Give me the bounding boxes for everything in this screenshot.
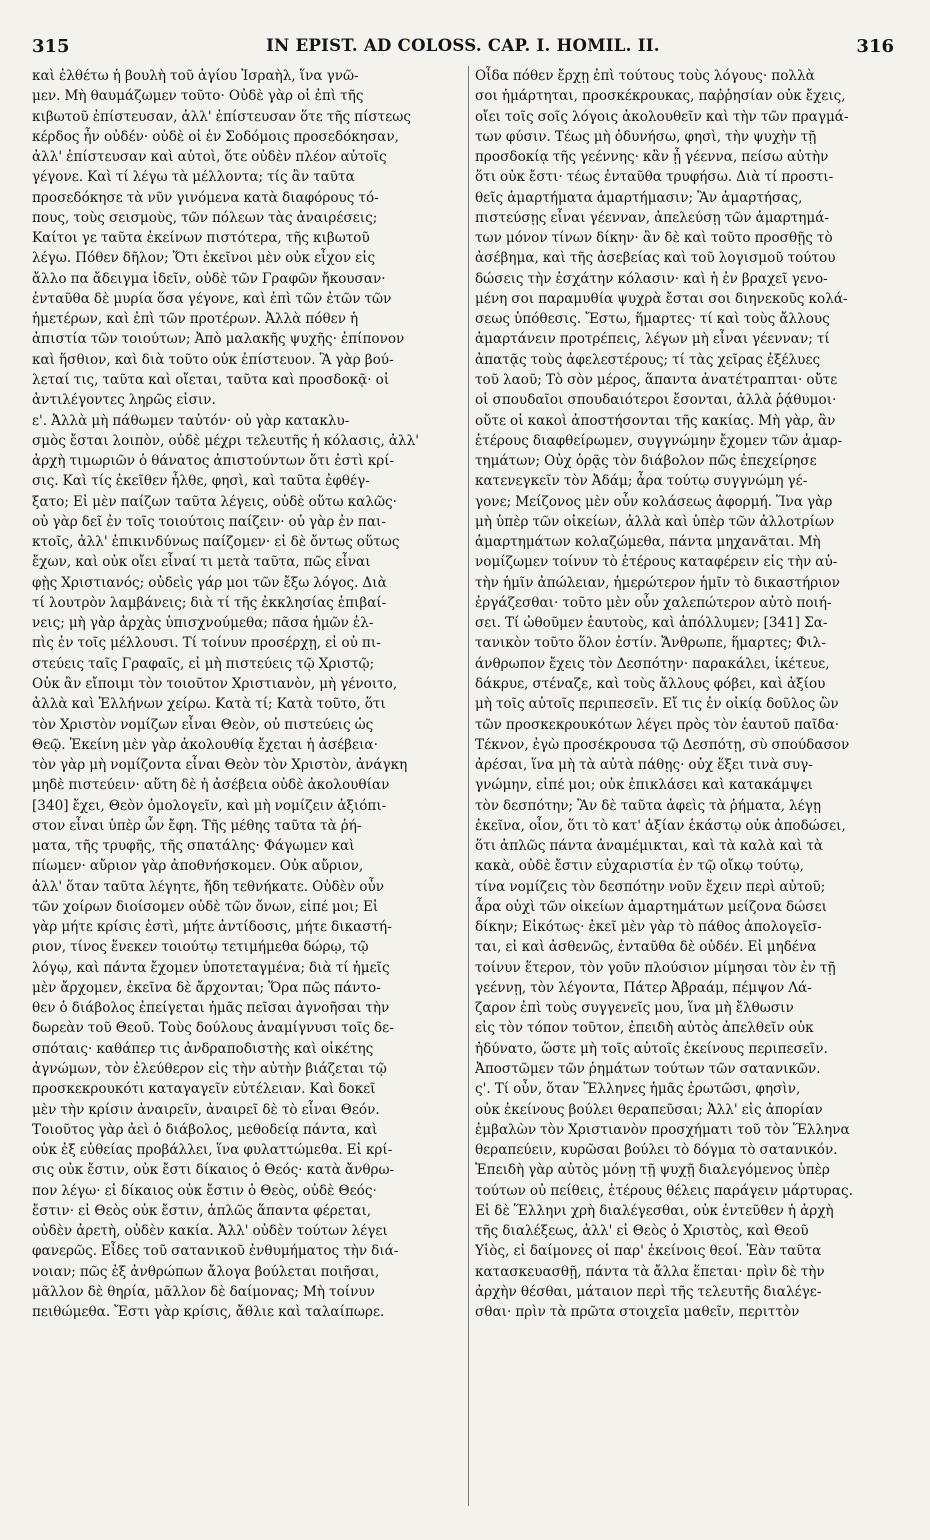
text-line: ς'. Τί οὖν, ὅταν Ἕλληνες ἡμᾶς ἐρωτῶσι, φησὶν, (475, 1081, 801, 1098)
text-line: καὶ ἐλθέτω ἡ βουλὴ τοῦ ἁγίου Ἰσραὴλ, ἵνα γνῶ- (32, 68, 359, 84)
text-line: Τέκνον, ἐγὼ προσέκρουσα τῷ Δεσπότῃ, σὺ σπούδασον (475, 736, 850, 753)
text-line: ἡμετέρων, καὶ ἐπὶ τῶν προτέρων. Ἀλλὰ πόθεν ἡ (32, 311, 359, 328)
text-line: ἁμαρτημάτων κολαζώμεθα, πάντα μηχανᾶται. Μὴ (475, 534, 821, 551)
text-line: ἀλλ' ὅταν ταῦτα λέγητε, ἤδη τεθνήκατε. Οὐδὲν οὖν (32, 878, 384, 895)
text-line: ἀντιλέγοντες ληρῶς εἰσιν. (32, 392, 216, 409)
text-line: κατενεγκεῖν τὸν Ἀδάμ; ἆρα τούτῳ συγγνώμη γέ- (475, 473, 808, 490)
text-line: ἀρχὴν θέσθαι, μάταιον περὶ τῆς τελευτῆς διαλέγε- (475, 1283, 822, 1300)
text-line: κακὰ, οὐδὲ ἔστιν εὐχαριστία ἐν τῷ οἴκῳ τούτῳ, (475, 858, 804, 875)
text-line: τῶν προσκεκρουκότων λέγει πρὸς τὸν ἑαυτοῦ παῖδα· (475, 716, 840, 733)
text-line: τὴν ἡμῖν ἀπώλειαν, ἡμερώτερον ἡμῖν τὸ δικαστήριον (475, 574, 840, 591)
text-line: τανικὸν τοῦτο ὅλον ἐστίν. Ἄνθρωπε, ἥμαρτες; Φιλ- (475, 635, 826, 652)
text-line: μὴ ὑπὲρ τῶν οἰκείων, ἀλλὰ καὶ ὑπὲρ τῶν ἀλλοτρίων (475, 513, 835, 530)
text-line: πειθώμεθα. Ἔστι γὰρ κρίσις, ἄθλιε καὶ ταλαίπωρε. (32, 1304, 385, 1321)
text-line: σθαι· πρὶν τὰ πρῶτα στοιχεῖα μαθεῖν, περιττὸν (475, 1304, 800, 1321)
text-line: σπόταις· καθάπερ τις ἀνδραποδιστὴς καὶ οἰκέτης (32, 1040, 374, 1057)
text-line: πους, τοὺς σεισμοὺς, τῶν πόλεων τὰς ἀναιρέσεις; (32, 209, 378, 226)
text-line: οὐκ ἐξ εὐθείας προβάλλει, ἵνα φυλαττώμεθα. Εἰ κρί- (32, 1142, 393, 1159)
text-line: Οἶδα πόθεν ἔρχῃ ἐπὶ τούτους τοὺς λόγους· πολλὰ (475, 68, 815, 84)
text-line: των μόνον τίνων δίκην· ἂν δὲ καὶ τοῦτο προσθῇς τὸ (475, 230, 833, 247)
text-line: ξατο; Εἰ μὲν παίζων ταῦτα λέγεις, οὐδὲ οὕτω καλῶς· (32, 493, 397, 510)
text-line: γονε; Μείζονος μὲν οὖν κολάσεως ἀφορμή. Ἵνα γὰρ (475, 493, 833, 510)
text-line: ἐργάζεσθαι· τοῦτο μὲν οὖν χαλεπώτερον αὐτὸ ποιή- (475, 594, 832, 611)
text-line: σις. Καὶ τίς ἐκεῖθεν ἦλθε, φησὶ, καὶ ταῦτα ἐφθέγ- (32, 473, 370, 490)
text-line: μὲν ἄρχομεν, ἐκεῖνα δὲ ἄρχονται; Ὅρα πῶς πάντο- (32, 979, 381, 996)
column-divider (468, 66, 469, 1506)
text-line: μὴ τοῖς αὐτοῖς περιπεσεῖν. Εἴ τις ἐν οἰκίᾳ δοῦλος ὢν (475, 696, 839, 713)
text-line: ἀρέσαι, ἵνα μὴ τὰ αὐτὰ πάθῃς· οὐχ ἕξει τινὰ συγ- (475, 757, 813, 774)
text-line: οὔτε οἱ κακοὶ ἀποστήσονται τῆς κακίας. Μὴ γὰρ, ἂν (475, 412, 836, 429)
text-line: μὲν τὴν κρίσιν ἀναιρεῖν, ἀναιρεῖ δὲ τὸ εἶναι Θεόν. (32, 1101, 380, 1118)
text-line: προσδοκίᾳ τῆς γεέννης· κἂν ᾖ γέεννα, πείσω αὐτὴν (475, 149, 829, 166)
text-line: νεις; μὴ γὰρ ἀρχὰς ὑπισχνούμεθα; πᾶσα ἡμῶν ἐλ- (32, 615, 374, 632)
text-line: ἀρχὴ τιμωριῶν ὁ θάνατος ἀπιστούντων ὅτι ἐστὶ κρί- (32, 453, 395, 470)
text-line: τημάτων; Οὐχ ὁρᾷς τὸν διάβολον πῶς ἐπεχείρησε (475, 453, 817, 470)
text-line: πὶς ἐν τοῖς μέλλουσι. Τί τοίνυν προσέρχῃ, εἰ οὐ πι- (32, 635, 381, 652)
text-line: γέγονε. Καὶ τί λέγω τὰ μέλλοντα; τίς ἂν ταῦτα (32, 169, 355, 186)
text-line: φῂς Χριστιανός; οὐδεὶς γάρ μοι τῶν ἔξω λόγος. Διὰ (32, 574, 387, 591)
text-line: γεέννῃ, τὸν λέγοντα, Πάτερ Ἀβραάμ, πέμψον Λά- (475, 979, 812, 996)
text-line: θεν ὁ διάβολος ἐπείγεται ἡμᾶς πεῖσαι ἀγνοῆσαι τὴν (32, 1000, 390, 1017)
text-line: νομίζωμεν τοίνυν τὸ ἑτέρους καταφέρειν εἰς τὴν αὐ- (475, 554, 838, 571)
text-line: ε'. Ἀλλὰ μὴ πάθωμεν ταὐτόν· οὐ γὰρ κατακλυ- (32, 412, 350, 429)
text-line: οὐ γὰρ δεῖ ἐν τοῖς τοιούτοις παίζειν· οὐ γὰρ ἐν παι- (32, 513, 386, 530)
text-line: άνθρωπον ἔχεις τὸν Δεσπότην· παρακάλει, ἱκέτευε, (475, 655, 830, 672)
text-line: ἔστιν· εἰ Θεὸς οὐκ ἔστιν, ἁπλῶς ἅπαντα φέρεται, (32, 1202, 372, 1219)
text-line: ἀλλ' ἐπίστευσαν καὶ αὐτοὶ, ὅτε οὐδὲν πλέον αὐτοῖς (32, 149, 387, 166)
text-line: Υἱὸς, εἰ δαίμονες οἱ παρ' ἐκείνοις θεοί. Ἐὰν ταῦτα (475, 1243, 822, 1260)
text-line: πον λέγω· εἰ δίκαιος οὐκ ἔστιν ὁ Θεὸς, οὐδὲ Θεός· (32, 1182, 377, 1199)
text-line: ἐκεῖνα, οἷον, ὅτι τὸ κατ' ἀξίαν ἑκάστῳ οὐκ ἀποδώσει, (475, 817, 846, 834)
text-line: των φύσιν. Τέως μὴ ὀδυνήσω, φησὶ, τὴν ψυχὴν τῇ (475, 128, 817, 145)
text-line: γὰρ μήτε κρίσις ἐστὶ, μήτε ἀντίδοσις, μήτε δικαστή- (32, 919, 392, 936)
text-line: κατασκευασθῇ, πάντα τὰ ἄλλα ἕπεται· πρὶν δὲ τὴν (475, 1263, 825, 1280)
text-line: ματα, τῆς τρυφῆς, τῆς σπατάλης· Φάγωμεν καὶ (32, 838, 355, 855)
text-line: Ἀποστῶμεν τῶν ῥημάτων τούτων τῶν σατανικῶν. (475, 1061, 821, 1078)
text-line: Τοιοῦτος γὰρ ἀεὶ ὁ διάβολος, μεθοδείᾳ πάντα, καὶ (32, 1121, 378, 1138)
text-line: πιστεύσῃς εἶναι γέενναν, ἀπελεύσῃ τῶν ἁμαρτημά- (475, 209, 829, 226)
text-line: καὶ ἥσθιον, καὶ διὰ τοῦτο οὐκ ἐπίστευον. Ἃ γὰρ βού- (32, 351, 394, 368)
text-line: τί λουτρὸν λαμβάνεις; διὰ τί τῆς ἐκκλησίας ἐπιβαί- (32, 594, 387, 611)
text-line: τούτων οὐ πείθεις, ἑτέρους θέλεις παράγειν μάρτυρας. (475, 1182, 853, 1199)
text-line: ται, εἰ καὶ ἀσθενῶς, ἐνταῦθα δὲ οὐδέν. Εἰ μηδένα (475, 939, 817, 956)
text-line: λέγω. Πόθεν δῆλον; Ὅτι ἐκεῖνοι μὲν οὐκ εἶχον εἰς (32, 250, 376, 267)
text-line: δώσεις τὴν ἐσχάτην κόλασιν· καὶ ἡ ἐν βραχεῖ γενο- (475, 270, 828, 287)
text-line: Θεῷ. Ἐκείνη μὲν γὰρ ἀκολουθίᾳ ἔχεται ἡ ἀσέβεια· (32, 736, 378, 753)
text-line: δωρεὰν τοῦ Θεοῦ. Τοὺς δούλους ἀναμίγνυσι τοῖς δε- (32, 1020, 394, 1037)
text-line: κέρδος ἦν οὐδέν· οὐδὲ οἱ ἐν Σοδόμοις προσεδόκησαν, (32, 128, 399, 145)
text-line: μᾶλλον δὲ θηρία, μᾶλλον δὲ δαίμονας; Μὴ τοίνυν (32, 1283, 375, 1300)
text-line: δίκην; Εἰκότως· ἐκεῖ μὲν γὰρ τὸ πάθος ἀπολογεῖσ- (475, 919, 822, 936)
text-line: [340] ἔχει, Θεὸν ὁμολογεῖν, καὶ μὴ νομίζειν ἀξιόπι- (32, 797, 387, 814)
text-line: τὸν γὰρ μὴ νομίζοντα εἶναι Θεὸν τὸν Χριστὸν, ἀνάγκη (32, 757, 408, 774)
text-line: σις οὐκ ἔστιν, οὐκ ἔστι δίκαιος ὁ Θεός· κατὰ ἄνθρω- (32, 1162, 395, 1179)
text-line: κτοῖς, ἀλλ' ἐπικινδύνως παίζομεν· εἰ δὲ ὄντως οὕτως (32, 534, 400, 551)
text-line: προσεδόκησε τὰ νῦν γινόμενα κατὰ διαφόρους τό- (32, 189, 379, 206)
text-line: νοιαν; πῶς ἐξ ἀνθρώπων ἄλογα βούλεται ποιῆσαι, (32, 1263, 380, 1280)
text-line: τὸν δεσπότην; Ἂν δὲ ταῦτα ἀφεὶς τὰ ῥήματα, λέγῃ (475, 797, 821, 814)
text-line: τοῦ λαοῦ; Τὸ σὸν μέρος, ἅπαντα ἀνατέτραπται· οὔτε (475, 371, 838, 388)
text-line: τὸν Χριστὸν νομίζων εἶναι Θεὸν, οὐ πιστεύεις ὡς (32, 716, 374, 733)
text-line: θεῖς ἁμαρτήματα ἁμαρτήμασιν; Ἂν ἁμαρτήσας, (475, 189, 803, 206)
text-line: Ἐπειδὴ γὰρ αὐτὸς μόνῃ τῇ ψυχῇ διαλεγόμενος ὑπὲρ (475, 1162, 830, 1179)
text-line: τίνα νομίζεις τὸν δεσπότην νοῦν ἔχειν περὶ αὐτοῦ; (475, 878, 826, 895)
right-text-column (475, 66, 899, 1322)
text-line: μένη σοι παραμυθία ψυχρὰ ἔσται σοι διηνεκοῦς κολά- (475, 290, 848, 307)
text-line: οὐκ ἐκείνους βούλει θεραπεῦσαι; Ἀλλ' εἰς ἀπορίαν (475, 1101, 823, 1118)
text-line: εἰς τὸν τόπον τοῦτον, ἐπειδὴ αὐτὸς ἀπελθεῖν οὐκ (475, 1020, 814, 1037)
running-title: IN EPIST. AD COLOSS. CAP. I. HOMIL. II. (266, 36, 660, 55)
text-line: οὐδὲν ἀρετὴ, οὐδὲν κακία. Ἀλλ' οὐδὲν τούτων λέγει (32, 1223, 388, 1240)
text-line: στεύεις ταῖς Γραφαῖς, εἰ μὴ πιστεύεις τῷ Χριστῷ; (32, 655, 375, 672)
text-line: τῆς διαλέξεως, ἀλλ' εἰ Θεὸς ὁ Χριστὸς, καὶ Θεοῦ (475, 1223, 809, 1240)
text-line: σμὸς ἔσται λοιπὸν, οὐδὲ μέχρι τελευτῆς ἡ κόλασις, ἀλλ' (32, 432, 419, 449)
text-line: θεραπεύειν, κυρῶσαι βούλει τὸ δόγμα τὸ σατανικόν. (475, 1142, 838, 1159)
right-page-number: 316 (856, 36, 894, 57)
text-line: πίωμεν· αὔριον γὰρ ἀποθνήσκομεν. Οὐκ αὔριον, (32, 858, 364, 875)
text-line: ζαρον ἐπὶ τοὺς συγγενεῖς μου, ἵνα μὴ ἔλθωσιν (475, 1000, 794, 1017)
text-line: φανερῶς. Εἶδες τοῦ σατανικοῦ ἐνθυμήματος τὴν διά- (32, 1243, 399, 1260)
text-line: τῶν χοίρων διοίσομεν οὐδὲ τῶν ὄνων, εἰπέ μοι; Εἰ (32, 898, 379, 915)
text-line: κιβωτοῦ ἐπίστευσαν, ἀλλ' ἐπίστευσαν ὅτε τῆς πίστεως (32, 108, 411, 125)
running-header (32, 36, 894, 62)
text-line: γνώμην, εἰπέ μοι; οὐκ ἐπικλάσει καὶ κατακάμψει (475, 777, 813, 794)
text-line: ριον, τίνος ἕνεκεν τοιούτῳ τετιμήμεθα δώρῳ, τῷ (32, 939, 369, 956)
text-line: μεν. Μὴ θαυμάζωμεν τοῦτο· Οὐδὲ γὰρ οἱ ἐπὶ τῆς (32, 88, 364, 105)
text-line: ἁμαρτάνειν προτρέπεις, λέγων μὴ εἶναι γέενναν; τί (475, 331, 830, 348)
text-line: ἀγνώμων, τὸν ἐλεύθερον εἰς τὴν αὐτὴν βιάζεται τῷ (32, 1061, 387, 1078)
text-line: τοίνυν ἕτερον, τὸν γοῦν πλούσιον μίμησαι τὸν ἐν τῇ (475, 959, 836, 976)
text-line: σοι ἡμάρτηται, προσκέκρουκας, παῤῥησίαν οὐκ ἔχεις, (475, 88, 846, 105)
text-line: Εἰ δὲ Ἕλληνι χρὴ διαλέγεσθαι, οὐκ ἐντεῦθεν ἡ ἀρχὴ (475, 1202, 834, 1219)
text-line: ἆρα οὐχὶ τῶν οἰκείων ἁμαρτημάτων μείζονα δώσει (475, 898, 827, 915)
text-line: ἀσέβημα, καὶ τῆς ἀσεβείας καὶ τοῦ λογισμοῦ τούτου (475, 250, 836, 267)
text-line: ἐνταῦθα δὲ μυρία ὅσα γέγονε, καὶ ἐπὶ τῶν ἐτῶν τῶν (32, 290, 392, 307)
text-line: ἀπατᾷς τοὺς ἀφελεστέρους; τί τὰς χεῖρας ἐξέλυες (475, 351, 821, 368)
text-line: ὅτι οὐκ ἔστι· τέως ἐνταῦθα τρυφήσω. Διὰ τί προστι- (475, 169, 834, 186)
text-line: ἔχων, καὶ οὐκ οἴει εἶναί τι μετὰ ταῦτα, πῶς εἶναι (32, 554, 371, 571)
text-line: ἀλλὰ καὶ Ἑλλήνων χείρω. Κατὰ τί; Κατὰ τοῦτο, ὅτι (32, 696, 386, 713)
left-text-column (32, 66, 462, 1322)
text-line: προσκεκρουκότι καταγαγεῖν εὐτέλειαν. Καὶ δοκεῖ (32, 1081, 376, 1098)
text-line: σει. Τί ὠθοῦμεν ἑαυτοὺς, καὶ ἀπόλλυμεν; [341] Σα- (475, 615, 828, 632)
text-line: δάκρυε, στέναζε, καὶ τοὺς ἄλλους φόβει, καὶ ἀξίου (475, 675, 826, 692)
text-line: οἴει τοῖς σοῖς λόγοις ἀκολουθεῖν καὶ τὴν τῶν πραγμά- (475, 108, 849, 125)
text-line: ἀπιστία τῶν τοιούτων; Ἀπὸ μαλακῆς ψυχῆς· ἐπίπονον (32, 331, 405, 348)
text-line: Οὐκ ἂν εἴποιμι τὸν τοιοῦτον Χριστιανὸν, μὴ γένοιτο, (32, 675, 398, 692)
left-page-number: 315 (32, 36, 70, 57)
text-line: ἑτέρους διαφθείρωμεν, συγγνώμην ἔχομεν τῶν ἁμαρ- (475, 432, 843, 449)
text-line: ἐμβαλὼν τὸν Χριστιανὸν προσχήματι τοῦ τὸν Ἕλληνα (475, 1121, 850, 1138)
text-line: μηδὲ πιστεύειν· αὕτη δὲ ἡ ἀσέβεια οὐδὲ ἀκολουθίαν (32, 777, 390, 794)
text-line: ἠδύνατο, ὥστε μὴ τοῖς αὐτοῖς ἐκείνους περιπεσεῖν. (475, 1040, 828, 1057)
text-line: οἱ σπουδαῖοι σπουδαιότεροι ἔσονται, ἀλλὰ ῥᾴθυμοι· (475, 392, 837, 409)
text-line: ὅτι ἁπλῶς πάντα ἀναμέμικται, καὶ τὰ καλὰ καὶ τὰ (475, 838, 824, 855)
text-line: σεως ὑπόθεσις. Ἔστω, ἥμαρτες· τί καὶ τοὺς ἄλλους (475, 311, 830, 328)
text-line: Καίτοι γε ταῦτα ἐκείνων πιστότερα, τῆς κιβωτοῦ (32, 230, 370, 247)
text-line: λόγῳ, καὶ πάντα ἔχομεν ὑποτεταγμένα; διὰ τί ἡμεῖς (32, 959, 390, 976)
text-line: λεταί τις, ταῦτα καὶ οἴεται, ταῦτα καὶ προσδοκᾷ· οἱ (32, 371, 390, 388)
text-line: ἄλλο πα ἄδειγμα ἰδεῖν, οὐδὲ τῶν Γραφῶν ἤκουσαν· (32, 270, 386, 287)
text-line: στον εἶναι ὑπὲρ ὧν ἔφη. Τῆς μέθης ταῦτα τὰ ῥή- (32, 817, 362, 834)
